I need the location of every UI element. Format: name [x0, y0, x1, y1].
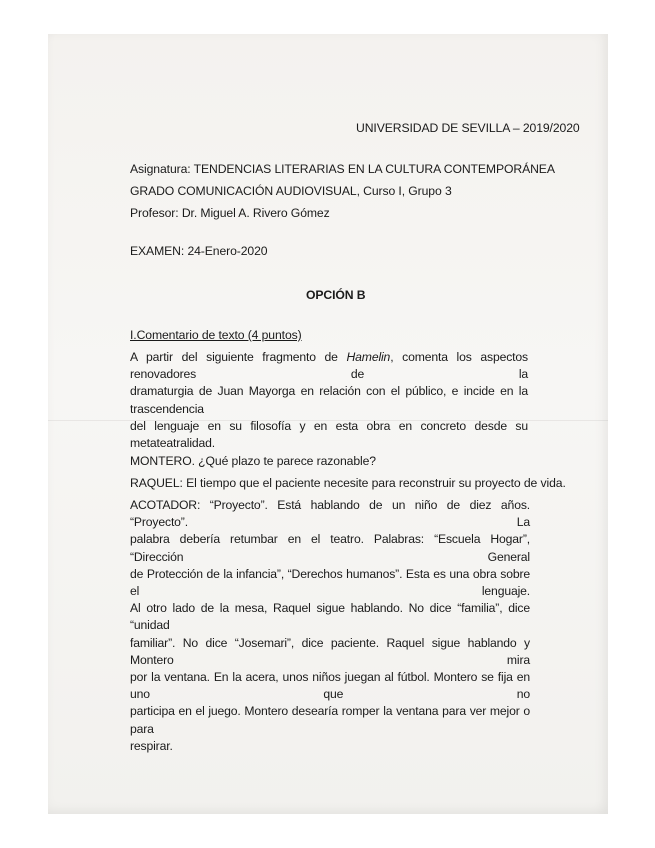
prompt-line-3: del lenguaje en su filosofía y en esta obra en concreto desde su metateatralidad.	[130, 418, 528, 451]
subject-line: Asignatura: TENDENCIAS LITERARIAS EN LA CULTURA CONTEMPORÁNEA	[130, 162, 555, 176]
montero-line: MONTERO. ¿Qué plazo te parece razonable?	[130, 454, 376, 468]
option-title: OPCIÓN B	[306, 288, 366, 302]
acotador-line: de Protección de la infancia”, “Derechos humanos”. Esta es una obra sobre el lenguaje.	[130, 566, 530, 599]
acotador-paragraph	[130, 497, 530, 755]
professor-line: Profesor: Dr. Miguel A. Rivero Gómez	[130, 206, 330, 220]
section-heading: I.Comentario de texto (4 puntos)	[130, 328, 302, 342]
exam-date: EXAMEN: 24-Enero-2020	[130, 244, 268, 258]
acotador-line: familiar”. No dice “Josemari”, dice paciente. Raquel sigue hablando y Montero mira	[130, 635, 530, 667]
prompt-paragraph	[130, 349, 528, 452]
prompt-line-2: dramaturgia de Juan Mayorga en relación con el público, e incide en la trascendencia	[130, 384, 528, 416]
raquel-line: RAQUEL: El tiempo que el paciente necesite para reconstruir su proyecto de vida.	[130, 476, 566, 490]
prompt-line-1: A partir del siguiente fragmento de Hamelin, comenta los aspectos renovadores de la	[130, 350, 528, 382]
degree-line: GRADO COMUNICACIÓN AUDIOVISUAL, Curso I, Grupo 3	[130, 184, 452, 198]
university-header: UNIVERSIDAD DE SEVILLA – 2019/2020	[356, 121, 580, 135]
acotador-line: por la ventana. En la acera, unos niños juegan al fútbol. Montero se fija en uno que no	[130, 670, 530, 702]
acotador-line: Al otro lado de la mesa, Raquel sigue hablando. No dice “familia”, dice “unidad	[130, 601, 530, 633]
acotador-line: ACOTADOR: “Proyecto”. Está hablando de un niño de diez años. “Proyecto”. La	[130, 498, 530, 530]
acotador-line: participa en el juego. Montero desearía romper la ventana para ver mejor o para	[130, 704, 530, 736]
acotador-line: palabra debería retumbar en el teatro. Palabras: “Escuela Hogar”, “Dirección General	[130, 532, 530, 564]
work-title: Hamelin	[346, 350, 391, 364]
acotador-line: respirar.	[130, 738, 173, 753]
